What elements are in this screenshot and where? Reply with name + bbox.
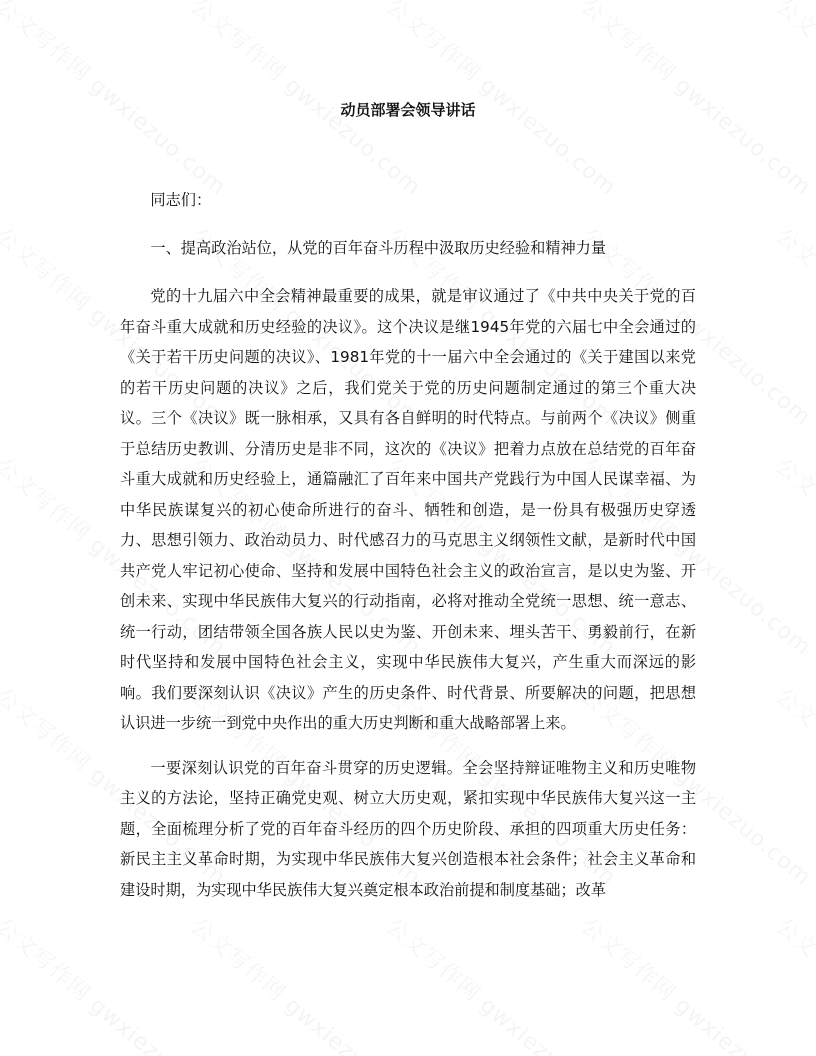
watermark-text — [770, 450, 816, 662]
watermark-text — [770, 680, 816, 892]
watermark-text — [185, 910, 429, 1056]
body-paragraph-2: 一要深刻认识党的百年奋斗贯穿的历史逻辑。全会坚持辩证唯物主义和历史唯物主义的方法论，坚持正确党史观、树立大历史观，紧扣实现中华民族伟大复兴这一主题，全面梳理分析了党的百年奋斗经历的四个历史阶段、承担的四项重大历史任务：新民主主义革命时期，为实现中华民族伟大复兴创造根本社会条件；社会主义革命和建设时期，为实现中华民族伟大复兴奠定根本政治前提和制度基础；改革 — [120, 758, 696, 899]
watermark-text — [0, 910, 234, 1056]
section-heading: 一、提高政治站位，从党的百年奋斗历程中汲取历史经验和精神力量 — [150, 238, 607, 257]
watermark-text — [575, 910, 816, 1056]
document-body — [120, 185, 696, 919]
greeting: 同志们： — [150, 191, 212, 209]
watermark-text — [380, 910, 624, 1056]
body-paragraph-1: 党的十九届六中全会精神最重要的成果，就是审议通过了《中共中央关于党的百年奋斗重大成就和历史经验的决议》。这个决议是继1945年党的六届七中全会通过的《关于若干历史问题的决议》、1981年党的十一届六中全会通过的《关于建国以来党的若干历史问题的决议》之后，我们党关于党的历史问题制定通过的第三个重大决议。三个《决议》既一脉相承，又具有各自鲜明的时代特点。与前两个《决议》侧重于总结历史教训、分清历史是非不同，这次的《决议》把着力点放在总结党的百年奋斗重大成就和历史经验上，通篇融汇了百年来中国共产党践行为中国人民谋幸福、为中华民族谋复兴的初心使命所进行的奋斗、牺牲和创造，是一份具有极强历史穿透力、思想引领力、政治动员力、时代感召力的马克思主义纲领性文献，是新时代中国共产党人牢记初心使命、坚持和发展中国特色社会主义的政治宣言，是以史为鉴、开创未来、实现中华民族伟大复兴的行动指南，必将对推动全党统一思想、统一意志、统一行动，团结带领全国各族人民以史为鉴、开创未来、埋头苦干、勇毅前行，在新时代坚持和发展中国特色社会主义，实现中华民族伟大复兴，产生重大而深远的影响。我们要深刻认识《决议》产生的历史条件、时代背景、所要解决的问题，把思想认识进一步统一到党中央作出的重大历史判断和重大战略部署上来。 — [120, 287, 696, 732]
document-title: 动员部署会领导讲话 — [340, 101, 476, 119]
watermark-text — [770, 220, 816, 432]
watermark-text — [770, 910, 816, 1056]
